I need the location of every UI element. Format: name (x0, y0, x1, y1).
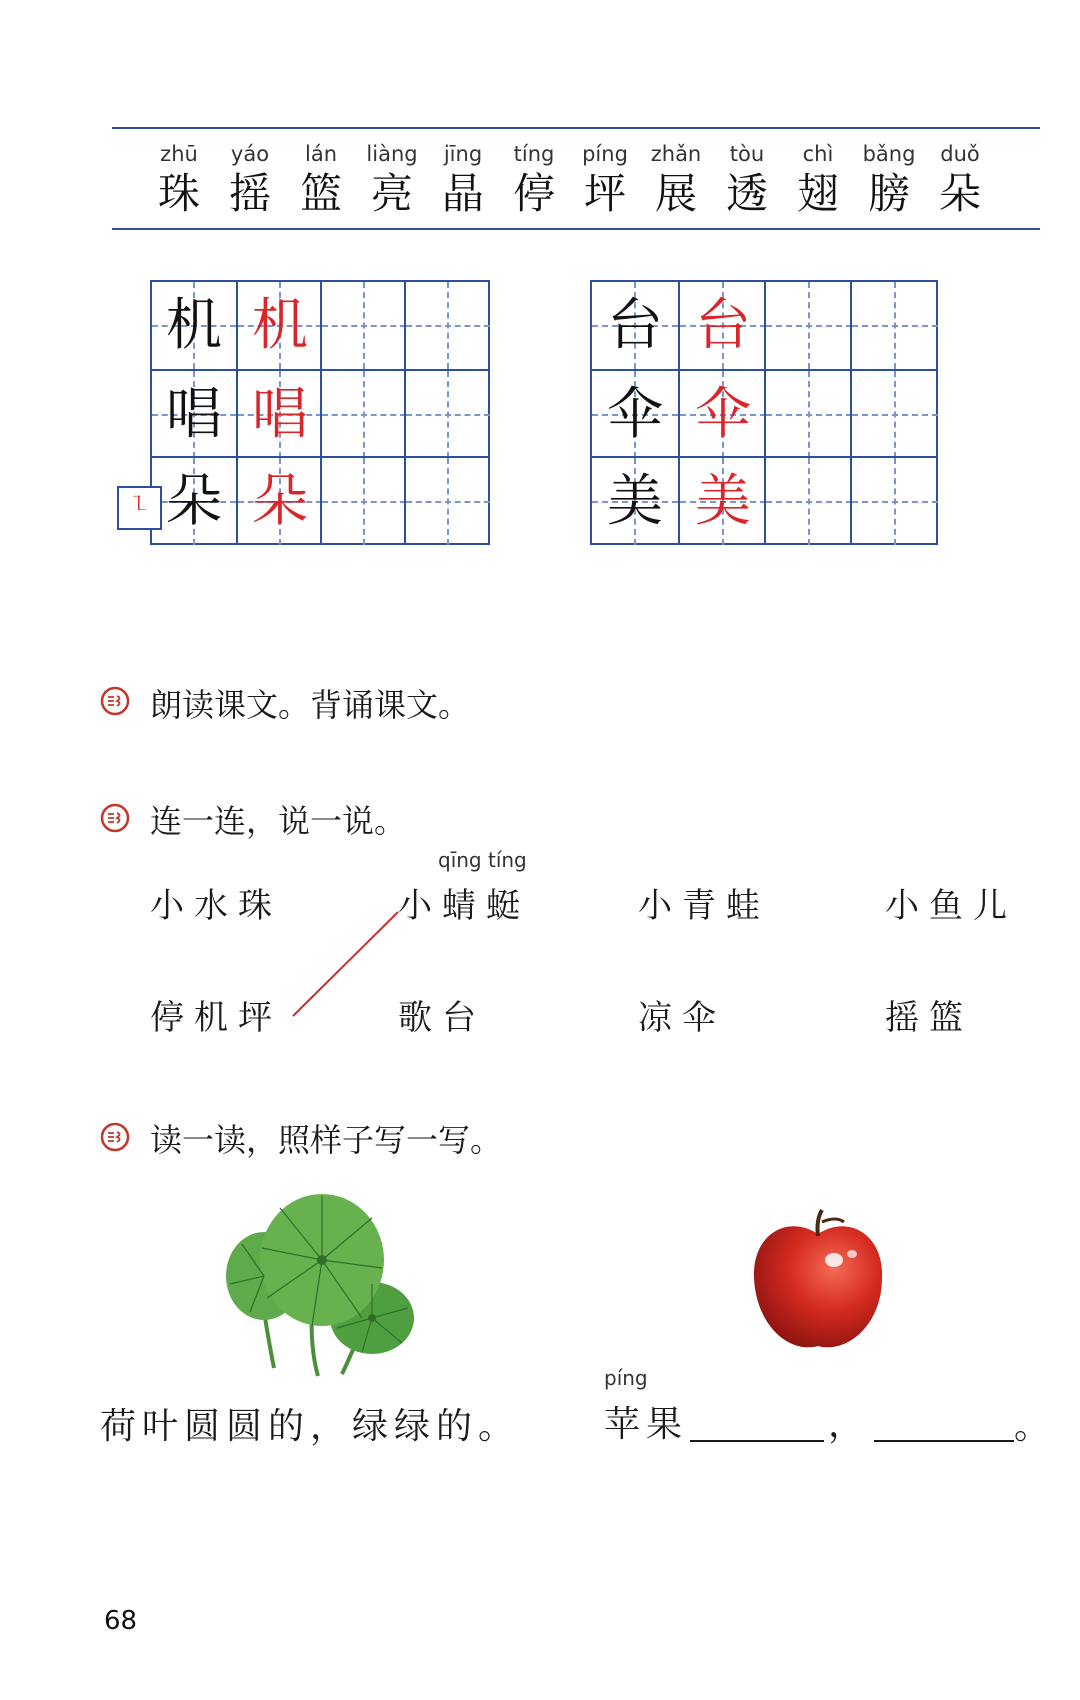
match-top-word[interactable]: 小青蛙 (638, 886, 770, 926)
writing-cell-model (152, 456, 236, 543)
seal-icon (100, 803, 130, 833)
vocab-item (570, 140, 640, 220)
guide-line-vertical (447, 458, 449, 545)
answer-blank-2[interactable] (874, 1440, 1014, 1442)
vocab-pinyin: zhū (160, 142, 198, 166)
writing-cell-empty[interactable] (404, 456, 488, 543)
writing-cell-empty[interactable] (764, 282, 850, 369)
guide-line-vertical (894, 282, 896, 369)
traced-character: 唱 (252, 381, 308, 447)
writing-grid-right (590, 280, 938, 545)
traced-character: 朵 (252, 468, 308, 534)
pingguo-pinyin: píng (604, 1366, 648, 1390)
vocab-item (499, 140, 569, 220)
guide-line-vertical (363, 458, 365, 545)
example-sentence: 荷叶圆圆的，绿绿的。 (100, 1406, 521, 1447)
match-top-word[interactable]: 小鱼儿 (885, 886, 1017, 926)
vocab-bottom-rule (112, 228, 1040, 230)
writing-cell-model (678, 282, 764, 369)
match-bottom-word[interactable]: 停机坪 (150, 998, 282, 1038)
match-bottom-word[interactable]: 凉伞 (638, 998, 726, 1038)
guide-line-vertical (894, 458, 896, 545)
writing-cell-empty[interactable] (320, 369, 404, 456)
model-character: 伞 (607, 381, 663, 447)
vocab-hanzi: 坪 (583, 169, 626, 218)
vocab-item (854, 140, 924, 220)
writing-cell-model (592, 456, 678, 543)
vocab-hanzi: 珠 (157, 169, 200, 218)
page-number: 68 (104, 1606, 138, 1636)
vocab-pinyin: duǒ (940, 142, 980, 166)
vocab-hanzi: 亮 (370, 169, 413, 218)
model-character: 唱 (166, 381, 222, 447)
exercise-3-instruction: 读一读，照样子写一写。 (150, 1121, 503, 1159)
stroke-hint-box: ㇅ (117, 486, 162, 530)
apple-sentence-prompt: 苹果 (604, 1404, 689, 1445)
vocab-pinyin: liàng (366, 142, 418, 166)
vocab-hanzi: 篮 (299, 169, 342, 218)
vocab-hanzi: 朵 (938, 169, 981, 218)
vocab-hanzi: 透 (725, 169, 768, 218)
vocab-item (144, 140, 214, 220)
guide-line-vertical (808, 282, 810, 369)
match-bottom-word[interactable]: 歌台 (398, 998, 486, 1038)
vocab-pinyin: jīng (443, 142, 483, 166)
vocab-item (925, 140, 995, 220)
guide-line-vertical (363, 282, 365, 369)
writing-cell-empty[interactable] (404, 369, 488, 456)
writing-cell-model (152, 369, 236, 456)
vocab-item (286, 140, 356, 220)
sentence-comma: ， (828, 1404, 871, 1445)
guide-line-vertical (894, 371, 896, 458)
writing-cell-empty[interactable] (850, 456, 936, 543)
vocab-hanzi: 翅 (796, 169, 839, 218)
vocab-pinyin: chì (802, 142, 834, 166)
writing-cell-empty[interactable] (320, 456, 404, 543)
writing-cell-empty[interactable] (850, 369, 936, 456)
vocab-hanzi: 晶 (441, 169, 484, 218)
vocab-hanzi: 展 (654, 169, 697, 218)
vocab-pinyin: tíng (513, 142, 555, 166)
vocab-hanzi: 摇 (228, 169, 271, 218)
vocab-item (215, 140, 285, 220)
traced-character: 美 (695, 468, 751, 534)
guide-line-vertical (447, 282, 449, 369)
model-character: 美 (607, 468, 663, 534)
sentence-period: 。 (1014, 1406, 1057, 1447)
vocab-item (641, 140, 711, 220)
match-top-word[interactable]: 小蜻蜓 (398, 886, 530, 926)
vocab-hanzi: 停 (512, 169, 555, 218)
guide-line-vertical (447, 371, 449, 458)
guide-line-vertical (808, 371, 810, 458)
model-character: 机 (166, 292, 222, 358)
model-character: 朵 (166, 468, 222, 534)
vocab-top-rule (112, 127, 1040, 129)
writing-cell-empty[interactable] (764, 456, 850, 543)
vocab-pinyin: lán (304, 142, 337, 166)
match-top-word[interactable]: 小水珠 (150, 886, 282, 926)
writing-cell-model (236, 456, 320, 543)
apple-illustration (748, 1206, 888, 1356)
exercise-1-instruction: 朗读课文。背诵课文。 (150, 686, 471, 724)
writing-cell-model (592, 369, 678, 456)
vocab-pinyin: zhǎn (650, 142, 702, 166)
vocab-item (712, 140, 782, 220)
guide-line-vertical (808, 458, 810, 545)
match-bottom-word[interactable]: 摇篮 (885, 998, 973, 1038)
vocab-item (357, 140, 427, 220)
vocab-pinyin: bǎng (862, 142, 916, 166)
seal-icon (100, 686, 130, 716)
lotus-leaf-illustration (222, 1188, 422, 1378)
writing-cell-model (236, 282, 320, 369)
vocab-hanzi: 膀 (867, 169, 910, 218)
traced-character: 伞 (695, 381, 751, 447)
writing-cell-model (678, 456, 764, 543)
vocab-item (428, 140, 498, 220)
exercise-2-instruction: 连一连，说一说。 (150, 802, 407, 840)
guide-line-vertical (363, 371, 365, 458)
vocab-pinyin: tòu (729, 142, 765, 166)
qingting-pinyin: qīng tíng (438, 848, 527, 872)
writing-cell-empty[interactable] (850, 282, 936, 369)
writing-cell-model (592, 282, 678, 369)
writing-cell-empty[interactable] (764, 369, 850, 456)
answer-blank-1[interactable] (690, 1440, 824, 1442)
writing-cell-empty[interactable] (320, 282, 404, 369)
writing-cell-model (678, 369, 764, 456)
seal-icon (100, 1122, 130, 1152)
vocab-pinyin: yáo (230, 142, 270, 166)
traced-character: 台 (695, 292, 751, 358)
writing-cell-empty[interactable] (404, 282, 488, 369)
vocab-pinyin: píng (582, 142, 628, 166)
model-character: 台 (607, 292, 663, 358)
writing-grid-left (150, 280, 490, 545)
writing-cell-model (236, 369, 320, 456)
traced-character: 机 (252, 292, 308, 358)
vocab-item (783, 140, 853, 220)
writing-cell-model (152, 282, 236, 369)
